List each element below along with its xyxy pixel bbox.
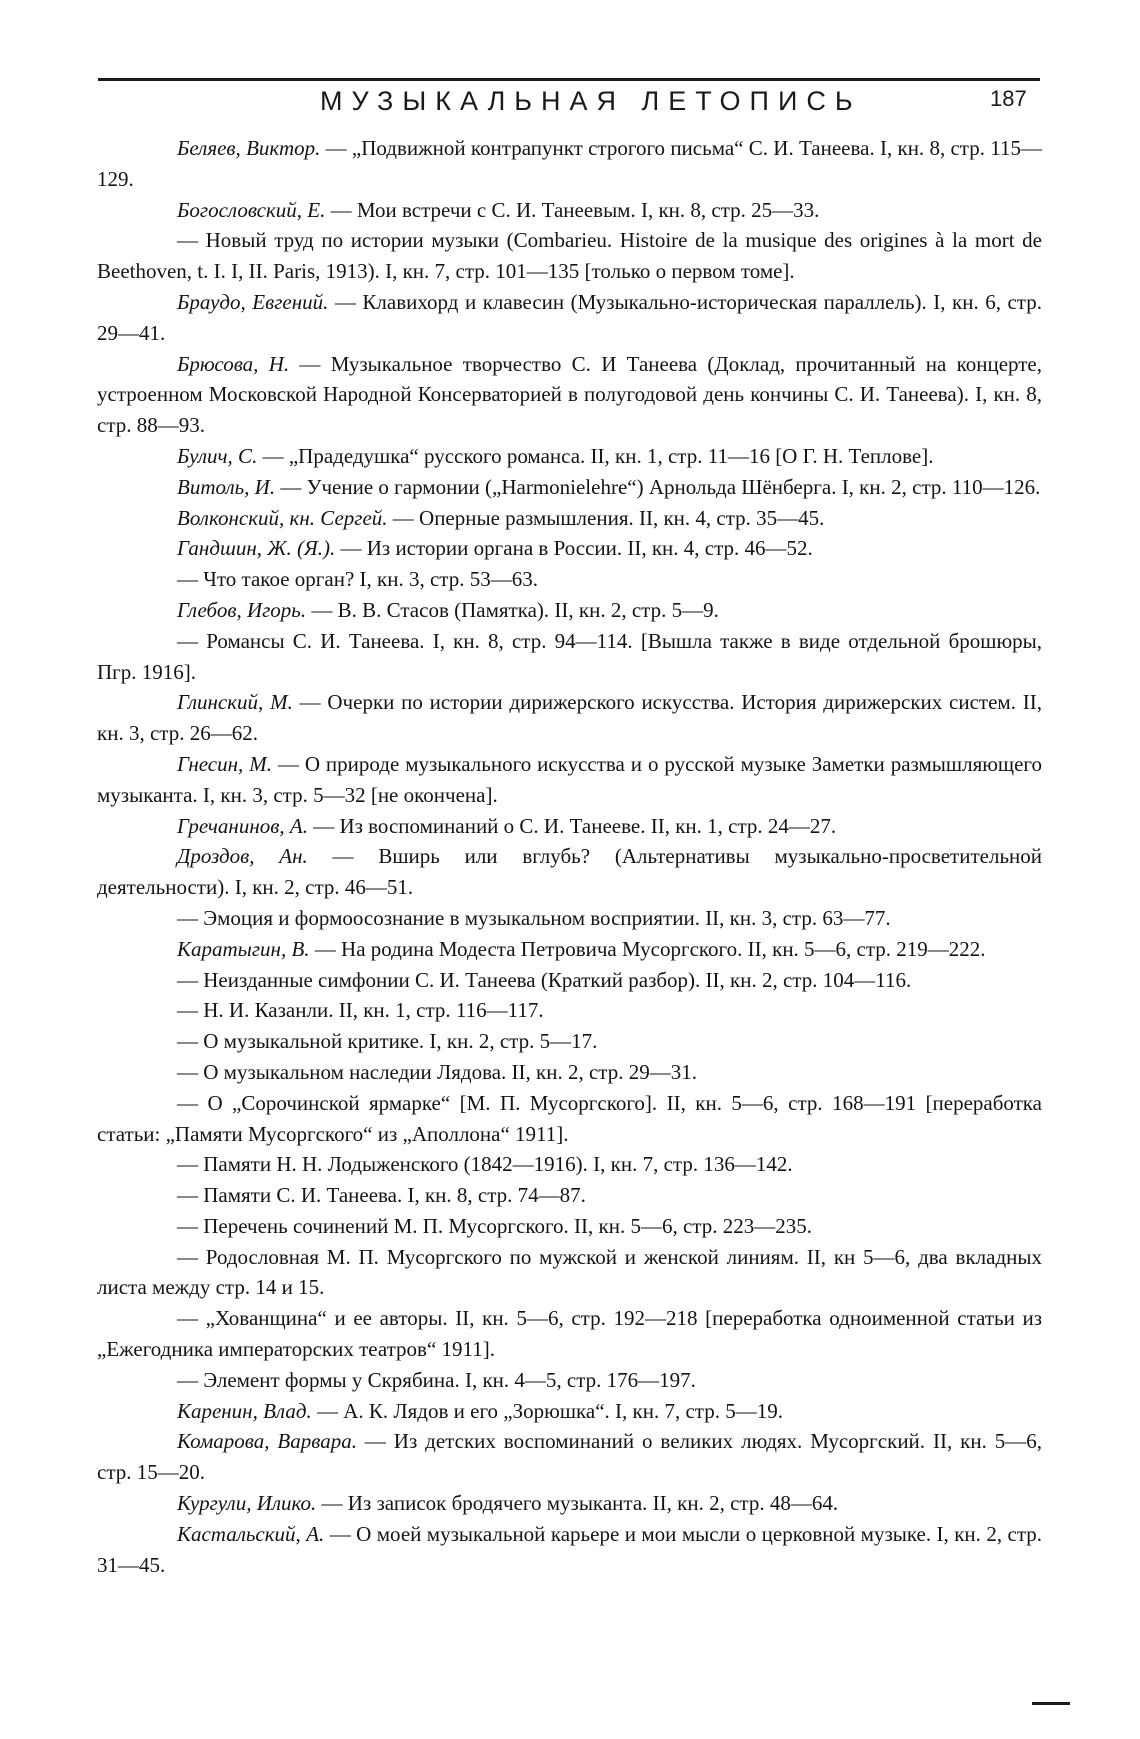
entry-author: Волконский, кн. Сергей. xyxy=(177,505,388,530)
entry-text: — О моей музыкальной карьере и мои мысли о церковной музыке. I, кн. 2, стр. 31—45. xyxy=(97,1521,1043,1577)
bibliography-entry xyxy=(97,1426,1042,1488)
bibliography-entry xyxy=(97,965,1042,996)
entry-text: — О музыкальном наследии Лядова. II, кн. 2, стр. 29—31. xyxy=(177,1059,697,1084)
entry-author: Кастальский, А. xyxy=(177,1521,325,1546)
header-rule xyxy=(98,78,1040,81)
bibliography-entry xyxy=(97,1365,1042,1396)
entry-text: — Перечень сочинений М. П. Мусоргского. II, кн. 5—6, стр. 223—235. xyxy=(177,1213,812,1238)
entry-author: Глебов, Игорь. xyxy=(177,597,307,622)
entry-text: — А. К. Лядов и его „Зорюшка“. I, кн. 7, стр. 5—19. xyxy=(311,1398,783,1423)
bibliography-entry xyxy=(97,749,1042,811)
bibliography-entry xyxy=(97,441,1042,472)
entry-text: — Оперные размышления. II, кн. 4, стр. 35—45. xyxy=(387,505,825,530)
entry-author: Гандшин, Ж. (Я.). xyxy=(177,536,336,561)
entry-text: — Музыкальное творчество С. И Танеева (Доклад, прочитанный на концерте, устроенном Московской Народной Консерваторией в полугодовой день кончины С. И. Танеева). I, кн. 8, стр. 88—93. xyxy=(97,351,1042,438)
bibliography-entry xyxy=(97,533,1042,564)
bibliography-entry xyxy=(97,564,1042,595)
entry-text: — Памяти С. И. Танеева. I, кн. 8, стр. 74—87. xyxy=(177,1183,586,1208)
bibliography-entry xyxy=(97,472,1042,503)
entry-text: — О природе музыкального искусства и о русской музыке Заметки размышляющего музыканта. I, кн. 3, стр. 5—32 [не окончена]. xyxy=(97,751,1043,807)
bibliography-entry xyxy=(97,1396,1042,1427)
entry-text: — Из записок бродячего музыканта. II, кн. 2, стр. 48—64. xyxy=(316,1491,839,1516)
entry-author: Каратыгин, В. xyxy=(177,936,310,961)
bibliography-entry xyxy=(97,1242,1042,1304)
bibliography-entry xyxy=(97,349,1042,441)
entry-author: Брюсова, Н. xyxy=(177,351,290,376)
bibliography-entry xyxy=(97,503,1042,534)
bibliography-entry xyxy=(97,1026,1042,1057)
entry-text: — Из истории органа в России. II, кн. 4, стр. 46—52. xyxy=(335,536,813,561)
entry-text: — О „Сорочинской ярмарке“ [М. П. Мусоргского]. II, кн. 5—6, стр. 168—191 [переработка статьи: „Памяти Мусоргского“ из „Аполлона“ 1911]. xyxy=(97,1090,1042,1146)
entry-author: Браудо, Евгений. xyxy=(177,289,329,314)
bibliography-entry xyxy=(97,1149,1042,1180)
bibliography-entry xyxy=(97,225,1042,287)
entry-text: — „Хованщина“ и ее авторы. II, кн. 5—6, стр. 192—218 [переработка одноименной статьи из „Ежегодника императорских театров“ 1911]. xyxy=(97,1306,1042,1362)
entry-text: — Очерки по истории дирижерского искусства. История дирижерских систем. II, кн. 3, стр. 26—62. xyxy=(97,690,1042,746)
entry-text: — Неизданные симфонии С. И. Танеева (Краткий разбор). II, кн. 2, стр. 104—116. xyxy=(177,967,912,992)
entry-text: — Клавихорд и клавесин (Музыкально-историческая параллель). I, кн. 6, стр. 29—41. xyxy=(97,289,1042,345)
entry-author: Булич, С. xyxy=(177,443,258,468)
bibliography-entry xyxy=(97,811,1042,842)
entry-text: — Из детских воспоминаний о великих людях. Мусоргский. II, кн. 5—6, стр. 15—20. xyxy=(97,1429,1042,1485)
bibliography-entry xyxy=(97,1057,1042,1088)
entry-text: — Мои встречи с С. И. Танеевым. I, кн. 8, стр. 25—33. xyxy=(325,197,820,222)
entry-text: — Памяти Н. Н. Лодыженского (1842—1916). I, кн. 7, стр. 136—142. xyxy=(177,1152,793,1177)
entry-author: Комарова, Варвара. xyxy=(177,1429,357,1454)
bibliography-entry xyxy=(97,687,1042,749)
bibliography-entry xyxy=(97,287,1042,349)
entry-text: — На родина Модеста Петровича Мусоргского. II, кн. 5—6, стр. 219—222. xyxy=(309,936,986,961)
bibliography-list xyxy=(97,133,1042,1580)
entry-author: Гнесин, М. xyxy=(177,751,272,776)
bibliography-entry xyxy=(97,841,1042,903)
entry-text: — „Прадедушка“ русского романса. II, кн. 1, стр. 11—16 [О Г. Н. Теплове]. xyxy=(257,443,934,468)
entry-author: Глинский, М. xyxy=(177,690,293,715)
entry-author: Богословский, Е. xyxy=(177,197,326,222)
entry-text: — Эмоция и формоосознание в музыкальном восприятии. II, кн. 3, стр. 63—77. xyxy=(177,905,891,930)
entry-text: — „Подвижной контрапункт строгого письма“ С. И. Танеева. I, кн. 8, стр. 115—129. xyxy=(97,136,1042,191)
entry-author: Каренин, Влад. xyxy=(177,1398,312,1423)
bibliography-entry xyxy=(97,133,1042,195)
entry-text: — Учение о гармонии („Harmonielehre“) Арнольда Шёнберга. I, кн. 2, стр. 110—126. xyxy=(275,474,1041,499)
bibliography-entry xyxy=(97,995,1042,1026)
entry-author: Гречанинов, А. xyxy=(177,813,308,838)
bibliography-entry xyxy=(97,195,1042,226)
bibliography-entry xyxy=(97,626,1042,688)
entry-text: — Родословная М. П. Мусоргского по мужской и женской линиям. II, кн 5—6, два вкладных листа между стр. 14 и 15. xyxy=(97,1244,1042,1300)
bibliography-entry xyxy=(97,1488,1042,1519)
entry-text: — О музыкальной критике. I, кн. 2, стр. 5—17. xyxy=(177,1029,598,1054)
bibliography-entry xyxy=(97,595,1042,626)
entry-author: Дроздов, Ан. xyxy=(177,844,308,869)
entry-text: — Элемент формы у Скрябина. I, кн. 4—5, стр. 176—197. xyxy=(177,1367,696,1392)
bibliography-entry xyxy=(97,1303,1042,1365)
running-header: МУЗЫКАЛЬНАЯ ЛЕТОПИСЬ xyxy=(320,86,862,116)
entry-text: — Новый труд по истории музыки (Combarieu. Histoire de la musique des origines à la mort de Beethoven, t. I. I, II. Paris, 1913). I, кн. 7, стр. 101—135 [только о первом томе]. xyxy=(97,228,1042,284)
page-number: 187 xyxy=(990,86,1027,111)
page-end-mark xyxy=(1032,1702,1070,1705)
bibliography-entry xyxy=(97,1211,1042,1242)
bibliography-entry xyxy=(97,1088,1042,1150)
entry-text: — Вширь или вглубь? (Альтернативы музыкально-просветительной деятельности). I, кн. 2, стр. 46—51. xyxy=(97,844,1042,900)
bibliography-entry xyxy=(97,934,1042,965)
entry-text: — Романсы С. И. Танеева. I, кн. 8, стр. 94—114. [Вышла также в виде отдельной брошюры, Пгр. 1916]. xyxy=(97,628,1042,684)
entry-author: Беляев, Виктор. xyxy=(177,136,321,160)
entry-author: Кургули, Илико. xyxy=(177,1491,317,1516)
entry-text: — В. В. Стасов (Памятка). II, кн. 2, стр. 5—9. xyxy=(306,597,719,622)
entry-text: — Из воспоминаний о С. И. Танееве. II, кн. 1, стр. 24—27. xyxy=(307,813,837,838)
bibliography-entry xyxy=(97,903,1042,934)
bibliography-entry xyxy=(97,1180,1042,1211)
entry-text: — Н. И. Казанли. II, кн. 1, стр. 116—117. xyxy=(177,998,544,1023)
bibliography-entry xyxy=(97,1519,1042,1581)
entry-text: — Что такое орган? I, кн. 3, стр. 53—63. xyxy=(177,567,538,592)
entry-author: Витоль, И. xyxy=(177,474,276,499)
